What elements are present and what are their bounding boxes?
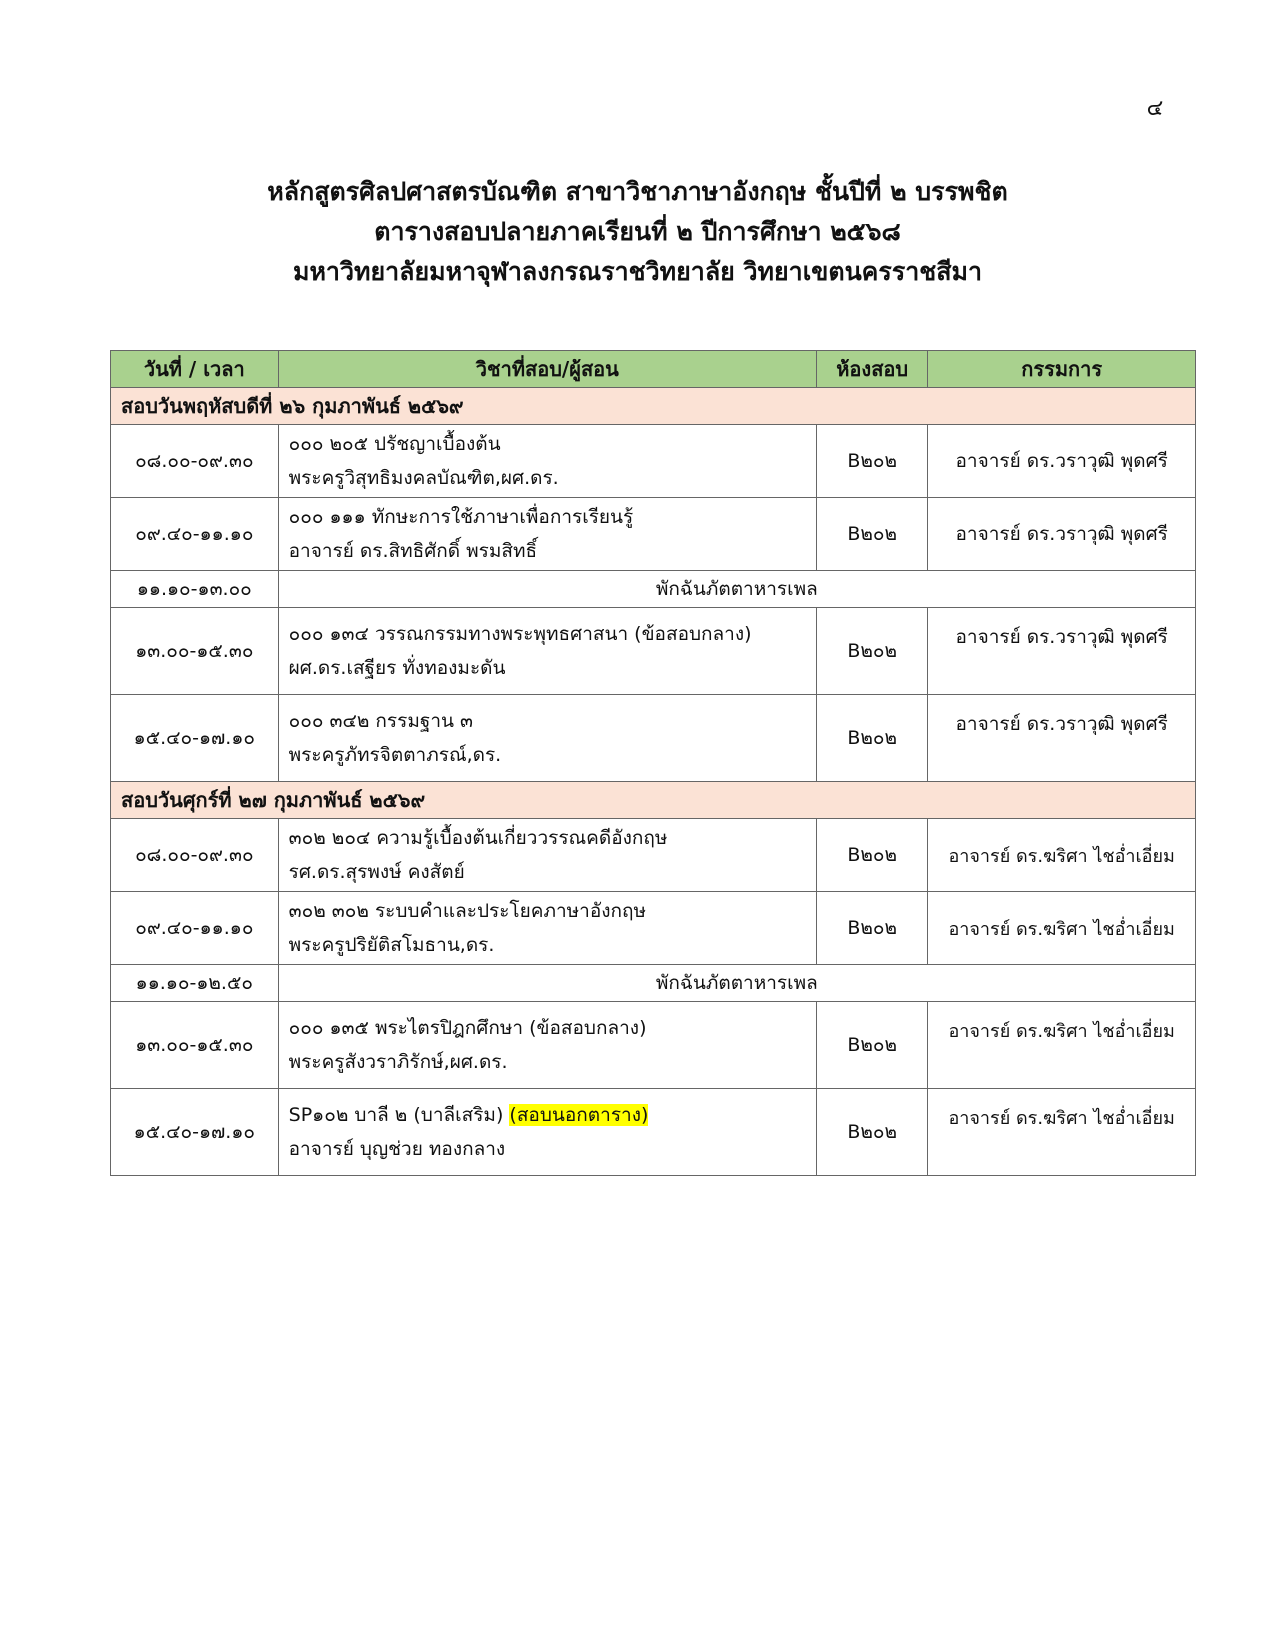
document-heading <box>0 172 1275 292</box>
exam-proctor: อาจารย์ ดร.ฆริศา ไชอ่ำเอี่ยม <box>928 819 1196 892</box>
lunch-row <box>111 571 1196 608</box>
exam-schedule-table <box>110 350 1196 1176</box>
exam-time: ๐๙.๔๐-๑๑.๑๐ <box>111 498 279 571</box>
page-number: ๔ <box>1146 96 1164 121</box>
exam-proctor: อาจารย์ ดร.ฆริศา ไชอ่ำเอี่ยม <box>928 1089 1196 1176</box>
exam-subject <box>278 819 816 892</box>
exam-time: ๑๓.๐๐-๑๕.๓๐ <box>111 1002 279 1089</box>
day-row <box>111 388 1196 425</box>
course-name: ๐๐๐ ๑๑๑ ทักษะการใช้ภาษาเพื่อการเรียนรู้ <box>288 506 634 528</box>
exam-subject <box>278 1002 816 1089</box>
exam-time: ๐๙.๔๐-๑๑.๑๐ <box>111 892 279 965</box>
day-label: สอบวันศุกร์ที่ ๒๗ กุมภาพันธ์ ๒๕๖๙ <box>111 782 1196 819</box>
table-row <box>111 819 1196 892</box>
exam-proctor: อาจารย์ ดร.วราวุฒิ พุดศรี <box>928 608 1196 695</box>
exam-subject <box>278 498 816 571</box>
exam-time: ๐๘.๐๐-๐๙.๓๐ <box>111 819 279 892</box>
teacher-name: พระครูภัทรจิตตาภรณ์,ดร. <box>288 744 502 766</box>
teacher-name: พระครูวิสุทธิมงคลบัณฑิต,ผศ.ดร. <box>288 467 559 489</box>
course-name: ๐๐๐ ๑๓๕ พระไตรปิฎกศึกษา (ข้อสอบกลาง) <box>288 1017 647 1039</box>
exam-proctor: อาจารย์ ดร.วราวุฒิ พุดศรี <box>928 695 1196 782</box>
teacher-name: พระครูสังวราภิรักษ์,ผศ.ดร. <box>288 1051 508 1073</box>
course-name: SP๑๐๒ บาลี ๒ (บาลีเสริม) <box>288 1104 504 1126</box>
exam-time: ๐๘.๐๐-๐๙.๓๐ <box>111 425 279 498</box>
table-row <box>111 425 1196 498</box>
course-note-highlight: (สอบนอกตาราง) <box>509 1104 649 1126</box>
exam-subject <box>278 425 816 498</box>
exam-room: B๒๐๒ <box>816 425 927 498</box>
header-row <box>111 351 1196 388</box>
exam-room: B๒๐๒ <box>816 608 927 695</box>
header-proctor: กรรมการ <box>928 351 1196 388</box>
table-row <box>111 608 1196 695</box>
exam-room: B๒๐๒ <box>816 498 927 571</box>
lunch-row <box>111 965 1196 1002</box>
lunch-time: ๑๑.๑๐-๑๒.๕๐ <box>111 965 279 1002</box>
heading-line-2: ตารางสอบปลายภาคเรียนที่ ๒ ปีการศึกษา ๒๕๖๘ <box>374 217 901 246</box>
exam-room: B๒๐๒ <box>816 1089 927 1176</box>
header-time: วันที่ / เวลา <box>111 351 279 388</box>
table-row <box>111 892 1196 965</box>
header-room: ห้องสอบ <box>816 351 927 388</box>
exam-room: B๒๐๒ <box>816 892 927 965</box>
course-name: ๓๐๒ ๒๐๔ ความรู้เบื้องต้นเกี่ยววรรณคดีอังกฤษ <box>288 827 668 849</box>
teacher-name: ผศ.ดร.เสฐียร ทั่งทองมะดัน <box>288 657 506 679</box>
course-name: ๐๐๐ ๓๔๒ กรรมฐาน ๓ <box>288 710 474 732</box>
heading-line-1: หลักสูตรศิลปศาสตรบัณฑิต สาขาวิชาภาษาอังกฤษ ชั้นปีที่ ๒ บรรพชิต <box>267 177 1008 206</box>
exam-proctor: อาจารย์ ดร.วราวุฒิ พุดศรี <box>928 498 1196 571</box>
teacher-name: พระครูปริยัติสโมธาน,ดร. <box>288 934 495 956</box>
exam-proctor: อาจารย์ ดร.วราวุฒิ พุดศรี <box>928 425 1196 498</box>
lunch-label: พักฉันภัตตาหารเพล <box>278 571 1195 608</box>
exam-proctor: อาจารย์ ดร.ฆริศา ไชอ่ำเอี่ยม <box>928 892 1196 965</box>
table-row <box>111 498 1196 571</box>
exam-time: ๑๕.๔๐-๑๗.๑๐ <box>111 695 279 782</box>
exam-subject <box>278 695 816 782</box>
table-row <box>111 695 1196 782</box>
heading-line-3: มหาวิทยาลัยมหาจุฬาลงกรณราชวิทยาลัย วิทยาเขตนครราชสีมา <box>292 257 983 286</box>
exam-subject <box>278 1089 816 1176</box>
table-row <box>111 1089 1196 1176</box>
exam-subject <box>278 892 816 965</box>
exam-subject <box>278 608 816 695</box>
teacher-name: อาจารย์ บุญช่วย ทองกลาง <box>288 1138 506 1160</box>
exam-time: ๑๕.๔๐-๑๗.๑๐ <box>111 1089 279 1176</box>
exam-proctor: อาจารย์ ดร.ฆริศา ไชอ่ำเอี่ยม <box>928 1002 1196 1089</box>
exam-room: B๒๐๒ <box>816 695 927 782</box>
course-name: ๐๐๐ ๒๐๕ ปรัชญาเบื้องต้น <box>288 433 501 455</box>
day-label: สอบวันพฤหัสบดีที่ ๒๖ กุมภาพันธ์ ๒๕๖๙ <box>111 388 1196 425</box>
course-line <box>289 1098 806 1132</box>
course-name: ๓๐๒ ๓๐๒ ระบบคำและประโยคภาษาอังกฤษ <box>288 900 647 922</box>
course-name: ๐๐๐ ๑๓๔ วรรณกรรมทางพระพุทธศาสนา (ข้อสอบกลาง) <box>288 623 752 645</box>
exam-room: B๒๐๒ <box>816 1002 927 1089</box>
header-subject: วิชาที่สอบ/ผู้สอน <box>278 351 816 388</box>
exam-room: B๒๐๒ <box>816 819 927 892</box>
teacher-name: รศ.ดร.สุรพงษ์ คงสัตย์ <box>288 861 465 883</box>
day-row <box>111 782 1196 819</box>
table-row <box>111 1002 1196 1089</box>
teacher-name: อาจารย์ ดร.สิทธิศักดิ์ พรมสิทธิ์ <box>288 540 538 562</box>
exam-time: ๑๓.๐๐-๑๕.๓๐ <box>111 608 279 695</box>
lunch-label: พักฉันภัตตาหารเพล <box>278 965 1195 1002</box>
lunch-time: ๑๑.๑๐-๑๓.๐๐ <box>111 571 279 608</box>
